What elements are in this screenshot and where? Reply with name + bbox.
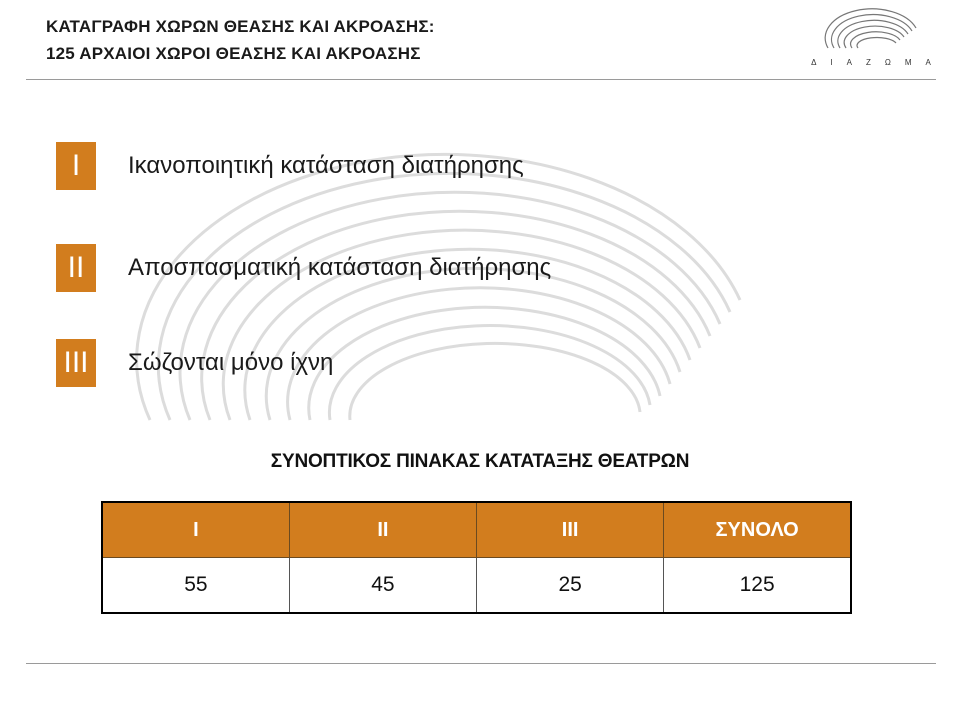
- category-badge-2: II: [56, 244, 96, 292]
- page-title-line-2: 125 ΑΡΧΑΙΟΙ ΧΩΡΟΙ ΘΕΑΣΗΣ ΚΑΙ ΑΚΡΟΑΣΗΣ: [46, 44, 421, 63]
- category-label-1: Ικανοποιητική κατάσταση διατήρησης: [128, 152, 524, 179]
- table-header-cell-i: I: [102, 502, 289, 558]
- table-header-cell-iii: III: [477, 502, 664, 558]
- table-cell-total: 125: [664, 558, 851, 614]
- table-cell-iii: 25: [477, 558, 664, 614]
- table-cell-i: 55: [102, 558, 289, 614]
- logo-arcs-icon: [820, 8, 920, 54]
- footer-divider: [26, 663, 936, 664]
- summary-table: [101, 501, 852, 614]
- diazoma-logo: [800, 6, 945, 76]
- category-label-3: Σώζονται μόνο ίχνη: [128, 349, 334, 376]
- category-badge-1: I: [56, 142, 96, 190]
- header-divider: [26, 79, 936, 80]
- page-title-line-1: ΚΑΤΑΓΡΑΦΗ ΧΩΡΩΝ ΘΕΑΣΗΣ ΚΑΙ ΑΚΡΟΑΣΗΣ:: [46, 17, 435, 36]
- summary-table-row: [102, 558, 851, 614]
- category-badge-3: III: [56, 339, 96, 387]
- logo-wordmark: ΔΙΑΖΩΜΑ: [811, 58, 945, 67]
- table-header-cell-ii: II: [289, 502, 476, 558]
- category-label-2: Αποσπασματική κατάσταση διατήρησης: [128, 254, 552, 281]
- table-cell-ii: 45: [289, 558, 476, 614]
- table-header-cell-total: ΣΥΝΟΛΟ: [664, 502, 851, 558]
- summary-table-heading: ΣΥΝΟΠΤΙΚΟΣ ΠΙΝΑΚΑΣ ΚΑΤΑΤΑΞΗΣ ΘΕΑΤΡΩΝ: [270, 451, 690, 472]
- summary-table-header-row: [102, 502, 851, 558]
